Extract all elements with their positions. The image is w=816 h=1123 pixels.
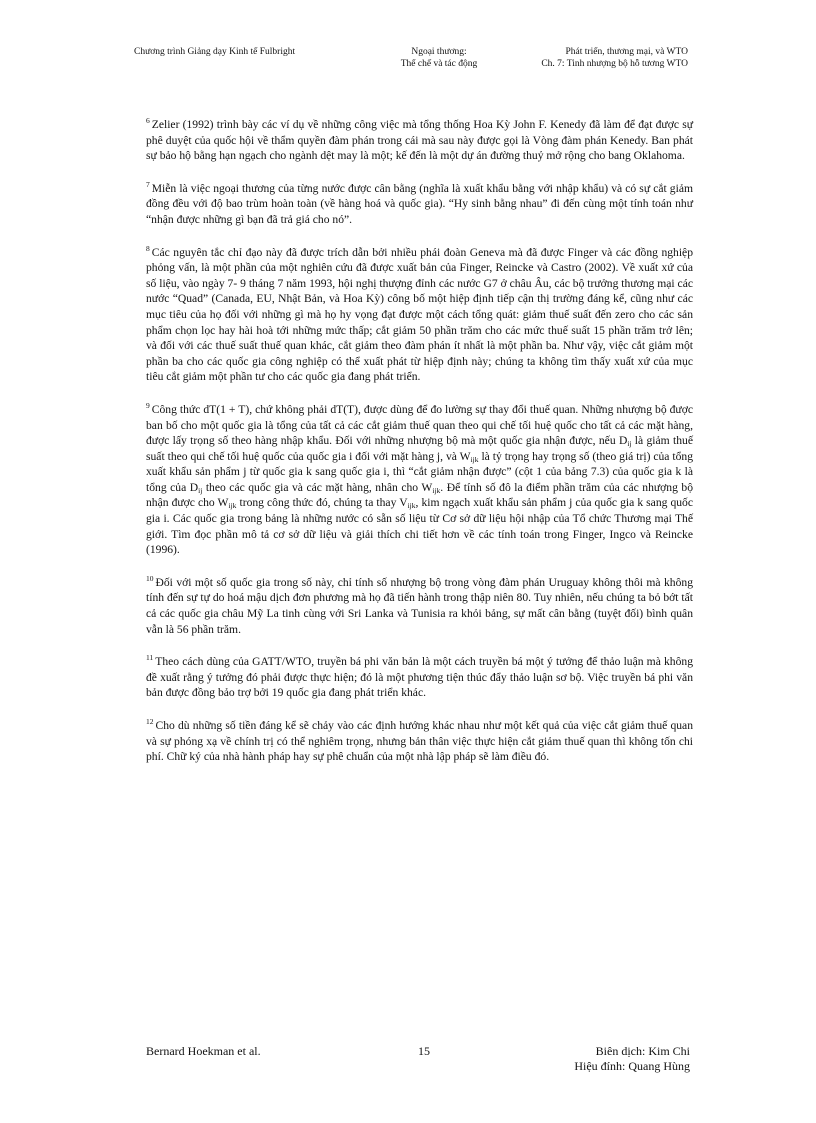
footnote-text: Miễn là việc ngoại thương của từng nước được cân bằng (nghĩa là xuất khẩu bằng với nhập khẩu) và có sự cắt giảm đồng đều với độ bao trùm hoàn toàn (về hàng hoá và quốc gia). “Hy sinh bằng nhau” đi đến cùng một tính toán như “nhận được những gì bạn đã trả giá cho nó”. bbox=[146, 181, 693, 226]
footnote-text-part: theo các quốc gia và các mặt hàng, nhân cho W bbox=[202, 480, 433, 494]
footnote-text: Các nguyên tắc chỉ đạo này đã được trích dẫn bởi nhiều phái đoàn Geneva mà đã được Finger và các đồng nghiệp phỏng vấn, là một phần của một nghiên cứu đã được xuất bản của Finger, Reincke và Castro (2002). Về xuất xứ của số liệu, vào ngày 7- 9 tháng 7 năm 1993, hội nghị thượng đỉnh các nước G7 ở châu Âu, các bộ trưởng thương mại các nước “Quad” (Canada, EU, Nhật Bản, và Hoa Kỳ) công bố một hiệp định tiếp cận thị trường đáng kể, cũng như các mục tiêu của họ đối với những gì mà họ hy vọng đạt được một cách tổng quát: giảm thuế suất đến zero cho các sản phẩm chọn lọc hay hài hoà tới những mức thấp; cắt giảm 50 phần trăm cho các mức thuế suất 15 phần trăm trở lên; và đối với các thuế suất thuế quan khác, cắt giảm theo đàm phán ít nhất là một phần ba. Như vậy, việc cắt giảm một phần ba cho các quốc gia công nghiệp có thể xuất phát từ hiệp định này; chúng ta không tìm thấy xuất xứ của mục tiêu cắt giảm một phần tư cho các quốc gia đang phát triển. bbox=[146, 245, 693, 384]
footnote-text: Zelier (1992) trình bày các ví dụ về những công việc mà tổng thống Hoa Kỳ John F. Kenedy đã làm để đạt được sự phê duyệt của quốc hội về thẩm quyền đàm phán trong cái mà sau này được gọi là Vòng đàm phán Kenedy. Ban phát sự bảo hộ bằng hạn ngạch cho ngành dệt may là một; kế đến là một dự án đường thuỷ mở rộng cho bang Oklahoma. bbox=[146, 118, 693, 163]
footer-translator: Biên dịch: Kim Chi bbox=[595, 1044, 690, 1058]
subscript: ij bbox=[627, 439, 632, 449]
header-chapter-line2: Ch. 7: Tinh nhượng bộ hỗ tương WTO bbox=[541, 59, 688, 69]
header-course-title bbox=[384, 46, 494, 70]
subscript: ijk bbox=[432, 485, 441, 495]
footnote-number: 12 bbox=[146, 717, 154, 726]
footnote-text: Cho dù những số tiền đáng kể sẽ chảy vào các định hướng khác nhau như một kết quả của việc cắt giảm thuế quan và sự phóng xạ về chính trị có thể nghiêm trọng, nhưng bản thân việc thực hiện cắt giảm thuế quan thì không tốn chi phí. Chữ ký của nhà hành pháp hay sự phê chuẩn của một nhà lập pháp sẽ làm điều đó. bbox=[146, 719, 693, 764]
footnote-6 bbox=[146, 117, 693, 164]
footnotes-section bbox=[146, 117, 693, 782]
footer-credits bbox=[520, 1044, 690, 1074]
footnote-number: 11 bbox=[146, 653, 154, 663]
page-number: 15 bbox=[418, 1044, 430, 1058]
page-header bbox=[0, 46, 816, 76]
footnote-10 bbox=[146, 575, 693, 637]
footer-author: Bernard Hoekman et al. bbox=[146, 1044, 261, 1058]
header-course-line2: Thể chế và tác động bbox=[400, 59, 478, 69]
header-program-name: Chương trình Giảng dạy Kinh tế Fulbright bbox=[134, 47, 296, 57]
footnote-text: Đối với một số quốc gia trong số này, chỉ tính số nhượng bộ trong vòng đàm phán Uruguay không thôi mà không tính đến sự tự do hoá mậu dịch đơn phương mà họ đã tiến hành trong thập niên 80. Tuy nhiên, nếu chúng ta bỏ bớt tất cả các quốc gia châu Mỹ La tinh cùng với Sri Lanka và Tunisia ra khỏi bảng, sự mất cân bằng (tuyệt đối) bình quân vẫn là 56 phần trăm. bbox=[146, 575, 693, 636]
header-course-line1: Ngoại thương: bbox=[411, 47, 467, 57]
footer-editor: Hiệu đính: Quang Hùng bbox=[574, 1059, 690, 1073]
footnote-text-part: Công thức dT(1 + T), chứ không phải dT(T), được dùng để đo lường sự thay đổi thuế quan. Những nhượng bộ được ban bố cho một quốc gia là tổng của tất cả các cắt giảm thuế quan theo qui chế tối huệ quốc cho tất cả các mặt hàng, được lấy trọng số theo hàng nhập khẩu. Đối với những nhượng bộ mà một quốc gia nhận được, nếu D bbox=[146, 402, 693, 448]
subscript: ijk bbox=[407, 501, 416, 511]
footnote-11 bbox=[146, 654, 693, 701]
footnote-7 bbox=[146, 181, 693, 228]
footnote-text-part: . Để tính số đô la điểm phần trăm của các nhượng bộ nhận được cho W bbox=[146, 480, 693, 510]
footnote-number: 7 bbox=[146, 179, 150, 189]
footnote-number: 10 bbox=[146, 573, 154, 583]
subscript: ijk bbox=[470, 454, 479, 464]
header-chapter-title bbox=[512, 46, 688, 70]
footnote-12 bbox=[146, 718, 693, 765]
subscript: ij bbox=[198, 485, 203, 495]
footnote-number: 6 bbox=[146, 116, 150, 125]
footnote-text: Theo cách dùng của GATT/WTO, truyền bá phi văn bản là một cách truyền bá một ý tưởng để thảo luận mà không đề xuất rằng ý tưởng đó phải được thực hiện; đó là một phương tiện thúc đẩy thảo luận sơ bộ. Việc truyền bá phi văn bản được đồng bảo trợ bởi 19 quốc gia đang phát triển khác. bbox=[146, 655, 693, 700]
footnote-9 bbox=[146, 402, 693, 558]
footnote-number: 9 bbox=[146, 400, 150, 410]
subscript: ijk bbox=[228, 501, 237, 511]
footnote-number: 8 bbox=[146, 243, 150, 253]
footnote-8 bbox=[146, 245, 693, 385]
footnote-text-part: là tỷ trọng hay trọng số (theo giá trị) của tổng xuất khẩu sản phẩm j từ quốc gia k sang quốc gia i, thì “cắt giảm nhận được” (cột 1 của bảng 7.3) của quốc gia k là tổng của D bbox=[146, 449, 693, 494]
header-chapter-line1: Phát triển, thương mại, và WTO bbox=[565, 47, 688, 57]
footnote-text-part: là giảm thuế suất theo qui chế tối huệ quốc của quốc gia i đối với mặt hàng j, và W bbox=[146, 434, 693, 463]
footnote-text-part: , kim ngạch xuất khẩu sản phẩm j của quốc gia k sang quốc gia i. Các quốc gia trong bảng là những nước có sẵn số liệu từ Cơ sở dữ liệu hội nhập của Tổ chức Thương mại Thế giới. Tìm đọc phần mô tả cơ sở dữ liệu và giải thích chi tiết hơn về các tính toán trong Finger, Ingco và Reincke (1996). bbox=[146, 496, 694, 557]
footnote-text-part: trong công thức đó, chúng ta thay V bbox=[236, 496, 408, 510]
